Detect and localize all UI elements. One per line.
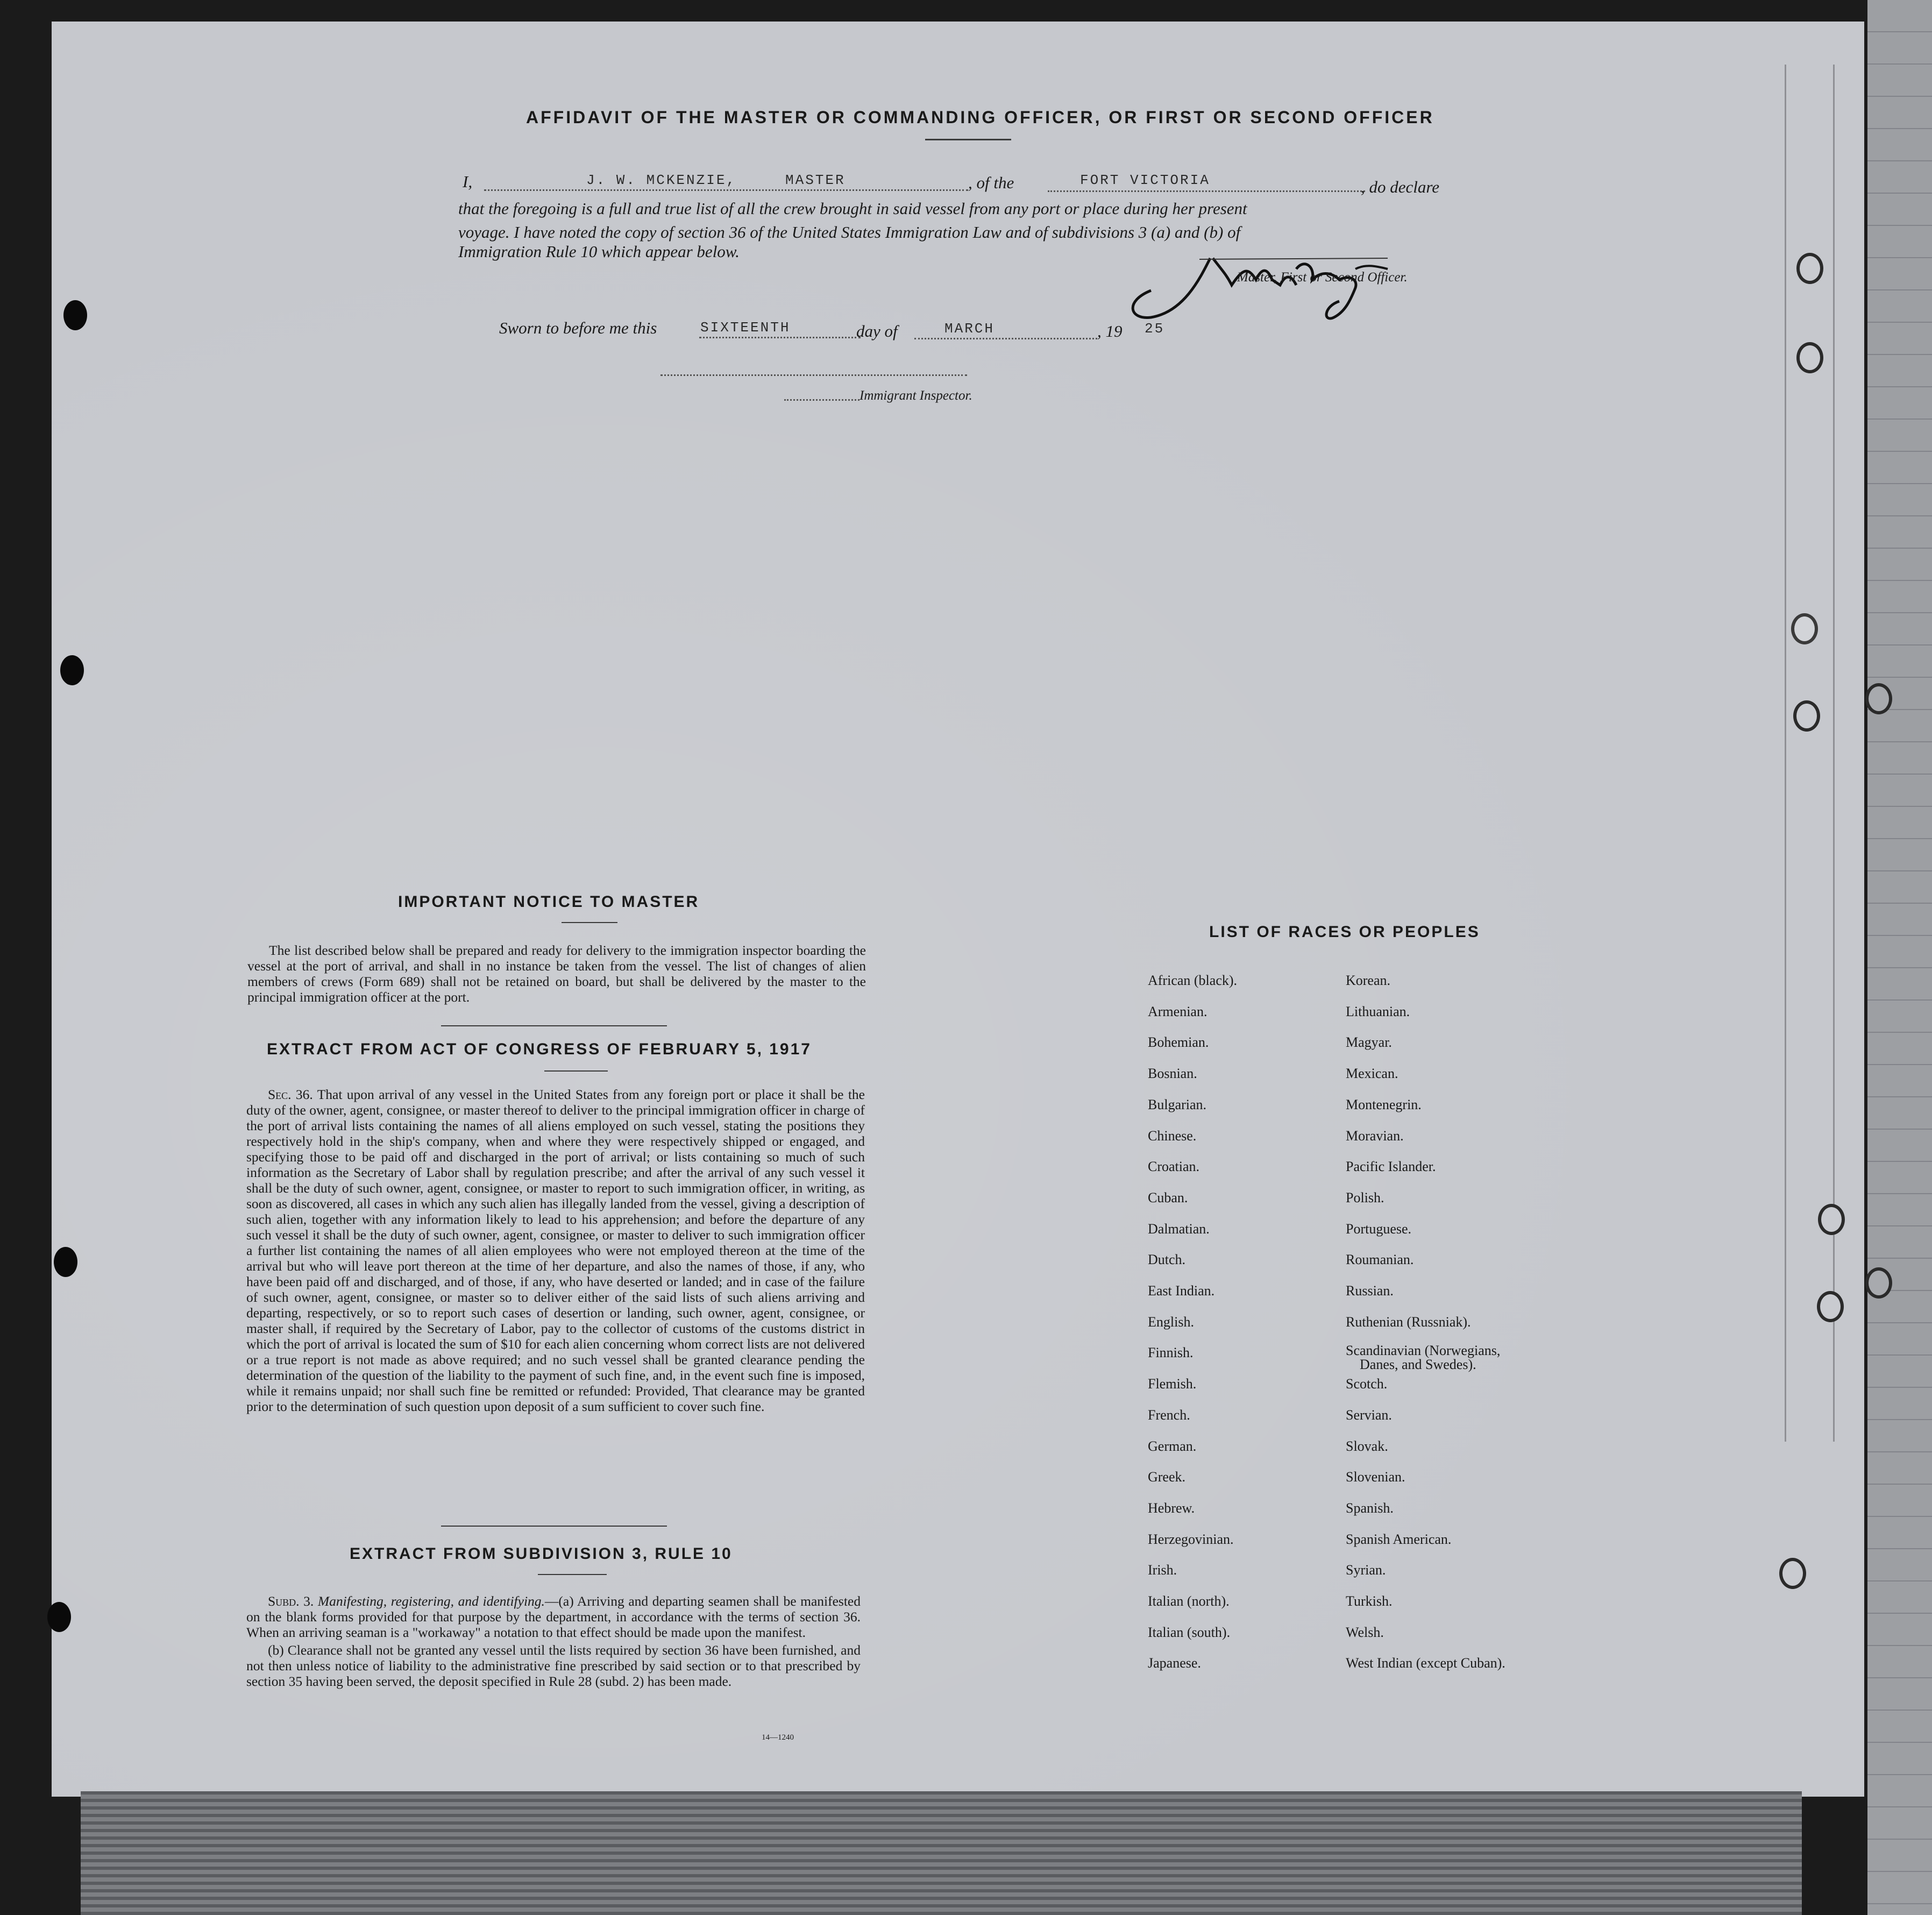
race-item: Magyar. xyxy=(1346,1034,1392,1051)
margin-rule xyxy=(1833,65,1835,1442)
margin-rule xyxy=(1785,65,1786,1442)
race-item: Pacific Islander. xyxy=(1346,1159,1436,1175)
punch-hole xyxy=(1791,613,1818,644)
punch-hole xyxy=(1779,1558,1806,1589)
race-item: West Indian (except Cuban). xyxy=(1346,1655,1505,1671)
punch-hole xyxy=(1865,1267,1892,1299)
race-item: Moravian. xyxy=(1346,1127,1404,1144)
race-item: Italian (south). xyxy=(1148,1624,1231,1640)
adjacent-page-edge xyxy=(1867,0,1932,1915)
race-item: French. xyxy=(1148,1407,1190,1423)
punch-hole xyxy=(60,655,84,685)
punch-hole xyxy=(1796,253,1823,284)
race-item: Scotch. xyxy=(1346,1376,1388,1392)
notice-text: The list described below shall be prepared and ready for delivery to the immigration inspector boarding the vessel at the port of arrival, and shall in no instance be taken from the vessel. The list of changes of alien members of crews (Form 689) shall not be retained on board, but shall be delivered by the master to the principal immigration officer at the port. xyxy=(247,942,866,1005)
punch-hole xyxy=(54,1247,77,1277)
race-item: Italian (north). xyxy=(1148,1593,1230,1609)
punch-hole xyxy=(47,1602,71,1632)
race-item: Slovak. xyxy=(1346,1438,1388,1454)
rule-extract-title: EXTRACT FROM SUBDIVISION 3, RULE 10 xyxy=(350,1545,733,1563)
race-item: African (black). xyxy=(1148,973,1238,988)
year-suffix: 25 xyxy=(1145,321,1165,337)
subd-heading: Manifesting, registering, and identifying. xyxy=(317,1593,545,1609)
rule-text-block xyxy=(246,1593,861,1691)
notice-text-block xyxy=(247,942,866,1007)
vessel-name: FORT VICTORIA xyxy=(1080,172,1210,188)
race-item: East Indian. xyxy=(1148,1283,1215,1299)
year-prefix: , 19 xyxy=(1097,322,1123,341)
race-item: Dalmatian. xyxy=(1148,1221,1210,1237)
race-item: Bulgarian. xyxy=(1148,1096,1207,1112)
day-line xyxy=(699,337,861,338)
stacked-page-edges xyxy=(81,1791,1802,1915)
title-rule xyxy=(925,139,1011,140)
race-item: Ruthenian (Russniak). xyxy=(1346,1314,1471,1330)
inspector-caption: Immigrant Inspector. xyxy=(860,388,972,403)
race-item: Turkish. xyxy=(1346,1593,1393,1609)
of-the-label: , of the xyxy=(968,173,1014,192)
affidavit-line-3: voyage. I have noted the copy of section 36 of the United States Immigration Law and of subdivisions 3 (a) and (b) of xyxy=(458,223,1241,242)
race-item: Danes, and Swedes). xyxy=(1360,1357,1476,1373)
act-text: That upon arrival of any vessel in the United States from any foreign port or place it shall be the duty of the owner, agent, consignee, or master thereof to deliver to the principal immigration officer in charge of the port of arrival lists containing the names of all aliens employed on such vessel, stating the positions they respectively hold in the ship's company, when and where they were respectively shipped or engaged, and specifying those to be paid off and discharged in the port of arrival; or lists containing so much of such information as the Secretary of Labor shall by regulation prescribe; and after the arrival of any such vessel it shall be the duty of such owner, agent, consignee, or master to report to such immigration officer, in writing, as soon as discovered, all cases in which any such alien has illegally landed from the vessel, giving a description of such alien, together with any information likely to lead to his apprehension; and before the departure of any such vessel it shall be the duty of such owner, agent, consignee, or master to deliver to such immigration officer a further list containing the names of all alien employees who were not employed thereon at the time of the arrival but who will leave port thereon at the time of her departure, and also the names of those, if any, who have been paid off and discharged, and of those, if any, who have deserted or landed; and in case of the failure of such owner, agent, consignee, or master so to deliver either of the said lists of such aliens arriving and departing, respectively, or so to report such cases of desertion or landing, such owner, agent, consignee, or master shall, if required by the Secretary of Labor, pay to the collector of customs of the customs district in which the port of arrival is located the sum of $10 for each alien concerning whom correct lists are not delivered or a true report is not made as above required; and no such vessel shall be granted clearance pending the determination of the question of the liability to the payment of such fine, and, in the event such fine is imposed, while it remains unpaid; nor shall such fine be remitted or refunded: Provided, That clearance may be granted prior to the determination of such question upon deposit of a sum sufficient to cover such fine. xyxy=(246,1087,865,1414)
race-item: Cuban. xyxy=(1148,1189,1188,1205)
punch-hole xyxy=(63,300,87,330)
title-rule xyxy=(562,922,617,923)
race-item: Russian. xyxy=(1346,1283,1394,1299)
day-of-label: day of xyxy=(856,322,898,341)
race-item: Spanish. xyxy=(1346,1500,1394,1516)
punch-hole xyxy=(1796,342,1823,373)
race-item: Polish. xyxy=(1346,1189,1384,1205)
race-item: Slovenian. xyxy=(1346,1469,1405,1485)
race-item: Croatian. xyxy=(1148,1159,1200,1175)
signature-caption: Master, First or Second Officer. xyxy=(1237,270,1408,285)
sworn-month: MARCH xyxy=(944,321,995,337)
title-rule xyxy=(538,1574,607,1575)
name-line xyxy=(484,189,968,191)
do-declare-label: , do declare xyxy=(1361,178,1440,196)
rule-para-a: —(a) Arriving and departing seamen shall be manifested on the blank forms provided for that purpose by the department, in accordance with the terms of section 36. When an arriving seaman is a "workaway" a notation to that effect should be made upon the manifest. xyxy=(246,1593,861,1640)
rule-para-b: (b) Clearance shall not be granted any vessel until the lists required by section 36 have been furnished, and not then unless notice of liability to the administrative fine prescribed by said section or to that prescribed by section 35 having been served, the deposit specified in Rule 28 (subd. 2) has been made. xyxy=(246,1642,861,1689)
race-item: Spanish American. xyxy=(1346,1531,1452,1547)
race-item: Montenegrin. xyxy=(1346,1096,1422,1112)
race-item: Flemish. xyxy=(1148,1376,1197,1392)
race-item: Irish. xyxy=(1148,1562,1177,1578)
race-item: Armenian. xyxy=(1148,1003,1208,1019)
act-extract-title: EXTRACT FROM ACT OF CONGRESS OF FEBRUARY 5, 1917 xyxy=(267,1040,812,1058)
inspector-caption-line xyxy=(784,399,860,401)
affidavit-pronoun: I, xyxy=(463,172,473,191)
race-item: Lithuanian. xyxy=(1346,1003,1410,1019)
month-line xyxy=(914,338,1097,339)
race-item: Servian. xyxy=(1346,1407,1392,1423)
race-item: Bosnian. xyxy=(1148,1066,1197,1082)
affidavit-line-4: Immigration Rule 10 which appear below. xyxy=(458,242,740,261)
race-item: Korean. xyxy=(1346,973,1391,988)
race-item: Hebrew. xyxy=(1148,1500,1195,1516)
race-item: Greek. xyxy=(1148,1469,1186,1485)
affidavit-line-2: that the foregoing is a full and true list of all the crew brought in said vessel from any port or place during her present xyxy=(458,199,1247,218)
punch-hole xyxy=(1818,1204,1845,1235)
punch-hole xyxy=(1793,700,1820,732)
race-item: Bohemian. xyxy=(1148,1034,1209,1051)
form-page xyxy=(52,22,1864,1797)
race-item: Syrian. xyxy=(1346,1562,1386,1578)
punch-hole xyxy=(1817,1291,1844,1322)
race-item: Dutch. xyxy=(1148,1252,1186,1268)
race-item: Welsh. xyxy=(1346,1624,1384,1640)
race-item: English. xyxy=(1148,1314,1194,1330)
title-rule xyxy=(544,1070,608,1072)
act-section-label: Sec. 36. xyxy=(268,1087,313,1102)
punch-hole xyxy=(1865,683,1892,714)
race-item: Scandinavian (Norwegians, xyxy=(1346,1343,1501,1359)
inspector-signature-line xyxy=(660,374,967,376)
sworn-label: Sworn to before me this xyxy=(499,318,657,337)
master-signature xyxy=(1119,237,1441,334)
race-item: Roumanian. xyxy=(1346,1252,1414,1268)
subd-label: Subd. 3. xyxy=(268,1593,314,1609)
master-rank: MASTER xyxy=(785,172,846,188)
race-item: Finnish. xyxy=(1148,1345,1194,1361)
races-title: LIST OF RACES OR PEOPLES xyxy=(1209,923,1480,941)
form-number: 14—1240 xyxy=(762,1733,794,1742)
section-rule xyxy=(441,1025,667,1026)
race-item: Mexican. xyxy=(1346,1066,1398,1082)
notice-title: IMPORTANT NOTICE TO MASTER xyxy=(398,893,700,911)
race-item: Japanese. xyxy=(1148,1655,1201,1671)
master-name: J. W. MCKENZIE, xyxy=(586,172,737,188)
sworn-day: SIXTEENTH xyxy=(700,320,791,336)
race-item: Chinese. xyxy=(1148,1127,1197,1144)
act-text-block xyxy=(246,1087,865,1416)
race-item: Portuguese. xyxy=(1346,1221,1412,1237)
vessel-line xyxy=(1048,190,1365,192)
race-item: Herzegovinian. xyxy=(1148,1531,1234,1547)
affidavit-title: AFFIDAVIT OF THE MASTER OR COMMANDING OFFICER, OR FIRST OR SECOND OFFICER xyxy=(526,108,1434,127)
race-item: German. xyxy=(1148,1438,1197,1454)
section-rule xyxy=(441,1526,667,1527)
